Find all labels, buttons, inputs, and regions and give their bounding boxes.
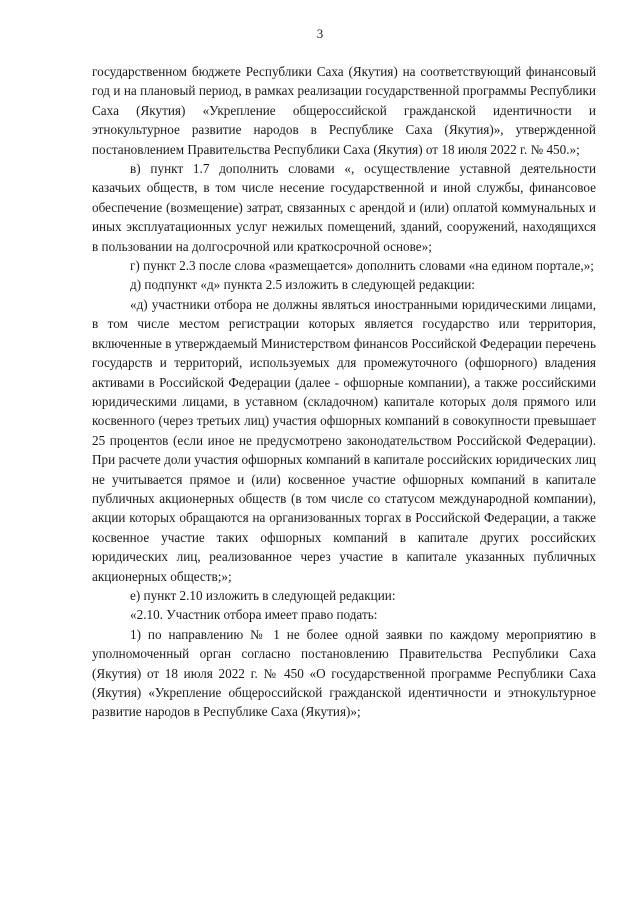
document-body [92,62,596,722]
paragraph-clause-v: в) пункт 1.7 дополнить словами «, осуществление уставной деятельности казачьих обществ, в том числе несение государственной и иной службы, финансовое обеспечение (возмещение) затрат, связанных с арендой и (или) оплатой коммунальных и иных эксплуатационных услуг нежилых помещений, зданий, сооружений, находящихся в пользовании на долгосрочной или краткосрочной основе»; [92,161,596,254]
paragraph-section-2-10: «2.10. Участник отбора имеет право подать: [130,607,378,623]
page-number: 3 [316,26,324,41]
paragraph-offshore-requirement: «д) участники отбора не должны являться иностранными юридическими лицами, в том числе местом регистрации которых является государство или территория, включенные в утверждаемый Министерством финансов Российской Федерации перечень государств и территорий, используемых для промежуточного (офшорного) владения активами в Российской Федерации (далее - офшорные компании), а также российскими юридическими лицами, в уставном (складочном) капитале которых доля прямого или косвенного (через третьих лиц) участия офшорных компаний в совокупности превышает 25 процентов (если иное не предусмотрено законодательством Российской Федерации). При расчете доли участия офшорных компаний в капитале российских юридических лиц не учитывается прямое и (или) косвенное участие офшорных компаний в капитале публичных акционерных обществ (в том числе со статусом международной компании), акции которых обращаются на организованных торгах в Российской Федерации, а также косвенное участие таких офшорных компаний в капитале других российских юридических лиц, реализованное через участие в капитале указанных публичных акционерных обществ;»; [92,296,596,584]
paragraph-clause-g: г) пункт 2.3 после слова «размещается» дополнить словами «на едином портале,»; [130,258,594,274]
paragraph-clause-e: е) пункт 2.10 изложить в следующей редакции: [130,587,396,603]
paragraph-budget-continuation: государственном бюджете Республики Саха (Якутия) на соответствующий финансовый год и на плановый период, в рамках реализации государственной программы Республики Саха (Якутия) «Укрепление общероссийской гражданской идентичности и этнокультурное развитие народов в Республике Саха (Якутия)», утвержденной постановлением Правительства Республики Саха (Якутия) от 18 июля 2022 г. № 450.»; [92,64,596,157]
paragraph-clause-d: д) подпункт «д» пункта 2.5 изложить в следующей редакции: [130,277,475,293]
paragraph-item-1: 1) по направлению № 1 не более одной заявки по каждому мероприятию в уполномоченный орган согласно постановлению Правительства Республики Саха (Якутия) от 18 июля 2022 г. № 450 «О государственной программе Республики Саха (Якутия) «Укрепление общероссийской гражданской идентичности и этнокультурное развитие народов в Республике Саха (Якутия)»; [92,626,596,720]
